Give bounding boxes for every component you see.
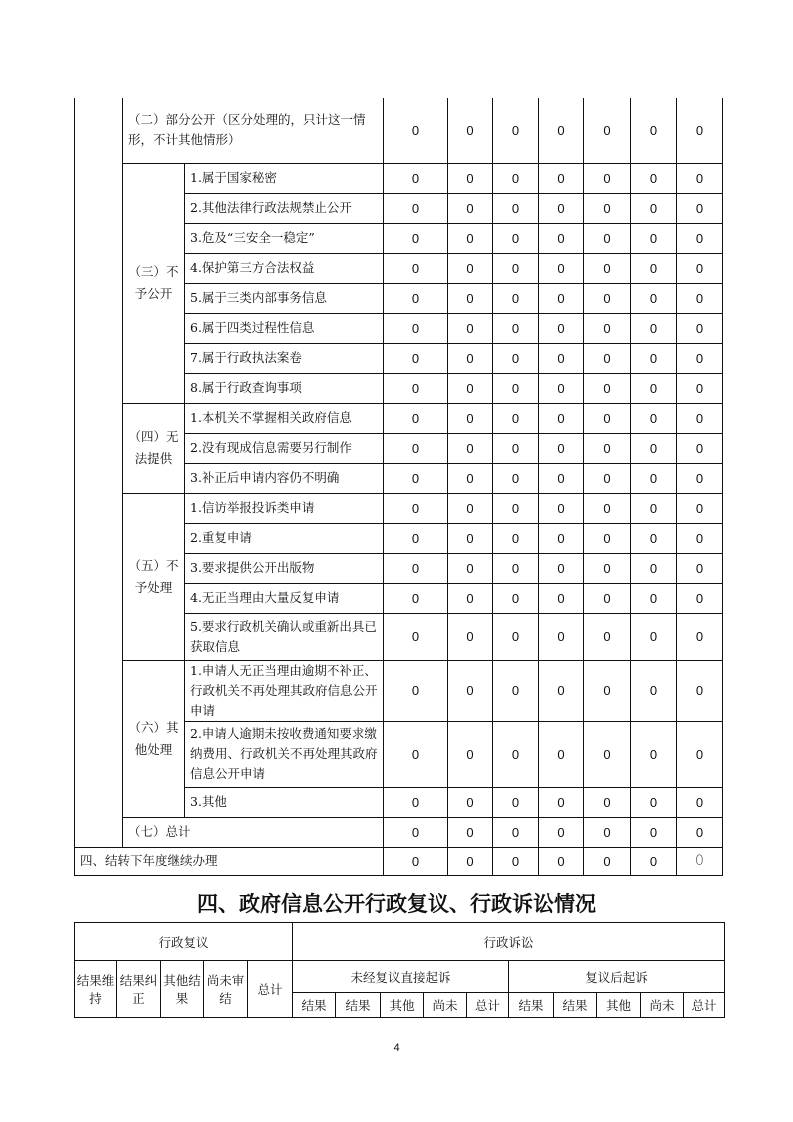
value-cell: 0 [584,223,631,253]
value-cell: 0 [677,253,723,283]
value-cell: 0 [384,463,448,493]
value-cell: 0 [677,721,723,787]
value-cell: 0 [384,660,448,721]
value-cell: 0 [493,787,539,817]
value-cell: 0 [448,253,493,283]
value-cell: 0 [677,283,723,313]
direct-litigation-header: 未经复议直接起诉 [293,961,509,993]
value-cell: 0 [448,193,493,223]
value-cell: 0 [448,403,493,433]
value-cell: 0 [384,523,448,553]
value-cell: 0 [631,817,677,847]
sub-col-header: 结果 [554,993,597,1018]
value-cell: 0 [493,433,539,463]
value-cell: 0 [448,583,493,613]
row-label: 5.属于三类内部事务信息 [185,283,384,313]
value-cell: 0 [493,583,539,613]
value-cell: 0 [493,847,539,875]
application-handling-table [74,98,723,876]
value-cell: 0 [584,163,631,193]
value-cell: 0 [448,660,493,721]
value-cell: 0 [631,613,677,660]
table-row [75,660,723,721]
row-label: 4.保护第三方合法权益 [185,253,384,283]
value-cell: 0 [677,163,723,193]
row-label: 5.要求行政机关确认或重新出具已获取信息 [185,613,384,660]
value-cell: 0 [384,343,448,373]
value-cell: 0 [584,493,631,523]
row-label: 8.属于行政查询事项 [185,373,384,403]
value-cell: 0 [539,463,584,493]
value-cell: 0 [631,721,677,787]
value-cell: 0 [539,373,584,403]
value-cell: 0 [631,343,677,373]
value-cell: 0 [631,403,677,433]
value-cell: 0 [384,98,448,163]
value-cell: 0 [631,373,677,403]
value-cell: 0 [493,193,539,223]
value-cell: 0 [677,373,723,403]
sub-col-header: 结果 [509,993,554,1018]
section-title: 四、政府信息公开行政复议、行政诉讼情况 [197,892,596,916]
row-label: 1.信访举报投诉类申请 [185,493,384,523]
row-label: 3.补正后申请内容仍不明确 [185,463,384,493]
value-cell: 0 [448,553,493,583]
value-cell: 0 [584,553,631,583]
value-cell: 0 [493,613,539,660]
sub-col-header: 总计 [684,993,725,1018]
value-cell: 0 [677,313,723,343]
value-cell: 0 [677,817,723,847]
sub-col-header: 结果 [293,993,336,1018]
sub-col-header: 总计 [467,993,509,1018]
total-row [75,817,723,847]
value-cell: 0 [677,463,723,493]
value-cell: 0 [631,553,677,583]
value-cell: 0 [631,847,677,875]
value-cell: 0 [631,433,677,463]
value-cell: 0 [384,553,448,583]
value-cell: 0 [384,283,448,313]
value-cell: 0 [584,98,631,163]
left-blank-cell [75,98,123,847]
table-row [75,163,723,193]
value-cell: 0 [539,193,584,223]
value-cell: 0 [539,847,584,875]
review-col: 结果纠正 [117,961,161,1018]
row-label: 1.申请人无正当理由逾期不补正、行政机关不再处理其政府信息公开申请 [185,660,384,721]
value-cell: 0 [539,721,584,787]
value-cell: 0 [493,403,539,433]
value-cell: 0 [631,660,677,721]
value-cell: 0 [493,817,539,847]
value-cell: 0 [539,660,584,721]
value-cell: 0 [448,433,493,463]
value-cell: 0 [631,163,677,193]
value-cell: 0 [631,193,677,223]
table-row [75,493,723,523]
value-cell: 0 [631,787,677,817]
value-cell: 0 [448,283,493,313]
value-cell: 0 [677,193,723,223]
row-label: 6.属于四类过程性信息 [185,313,384,343]
value-cell: 0 [493,343,539,373]
value-cell: 0 [677,223,723,253]
value-cell: 0 [584,403,631,433]
value-cell: 0 [539,613,584,660]
value-cell: 0 [539,523,584,553]
value-cell: 0 [584,721,631,787]
category-label: （六）其他处理 [123,660,185,817]
value-cell: 0 [493,660,539,721]
value-cell: 0 [448,613,493,660]
value-cell: 0 [493,253,539,283]
value-cell: 0 [539,223,584,253]
page-number: 4 [393,1042,400,1054]
value-cell: 0 [539,553,584,583]
sub-col-header: 结果 [336,993,381,1018]
row-label: 3.其他 [185,787,384,817]
value-cell: 0 [584,817,631,847]
value-cell: 0 [677,613,723,660]
value-cell: 0 [493,163,539,193]
value-cell: 0 [631,253,677,283]
row-label: （七）总计 [123,817,384,847]
value-cell: 0 [448,373,493,403]
sub-col-header: 尚未 [424,993,467,1018]
value-cell: 0 [584,253,631,283]
sub-col-header: 尚未 [641,993,684,1018]
value-cell: 0 [384,253,448,283]
review-col: 结果维持 [75,961,117,1018]
value-cell: 0 [677,493,723,523]
value-cell: 0 [631,223,677,253]
value-cell: 0 [677,343,723,373]
value-cell: 0 [631,493,677,523]
value-cell: 0 [539,343,584,373]
review-header: 行政复议 [75,923,293,961]
value-cell: 0 [448,223,493,253]
value-cell: 0 [448,847,493,875]
row-label: （二）部分公开（区分处理的，只计这一情形，不计其他情形） [123,98,384,163]
carryover-row [75,847,723,875]
value-cell: 0 [384,223,448,253]
value-cell: 0 [631,583,677,613]
value-cell: 0 [584,583,631,613]
value-cell: 0 [493,493,539,523]
value-cell: 0 [448,463,493,493]
category-label: （三）不予公开 [123,163,185,403]
value-cell: 0 [677,847,723,875]
row-label: 2.没有现成信息需要另行制作 [185,433,384,463]
value-cell: 0 [584,463,631,493]
value-cell: 0 [539,163,584,193]
value-cell: 0 [493,98,539,163]
value-cell: 0 [384,313,448,343]
value-cell: 0 [677,660,723,721]
value-cell: 0 [448,721,493,787]
row-label: 7.属于行政执法案卷 [185,343,384,373]
value-cell: 0 [539,583,584,613]
value-cell: 0 [539,98,584,163]
value-cell: 0 [631,283,677,313]
value-cell: 0 [493,721,539,787]
row-label: 3.要求提供公开出版物 [185,553,384,583]
value-cell: 0 [448,98,493,163]
value-cell: 0 [539,787,584,817]
value-cell: 0 [584,313,631,343]
value-cell: 0 [677,553,723,583]
value-cell: 0 [539,313,584,343]
value-cell: 0 [384,817,448,847]
category-label: （五）不予处理 [123,493,185,660]
review-col: 尚未审结 [204,961,248,1018]
value-cell: 0 [448,313,493,343]
value-cell: 0 [493,553,539,583]
value-cell: 0 [384,433,448,463]
value-cell: 0 [493,373,539,403]
value-cell: 0 [493,283,539,313]
value-cell: 0 [584,193,631,223]
value-cell: 0 [493,523,539,553]
value-cell: 0 [448,787,493,817]
row-label: 3.危及“三安全一稳定” [185,223,384,253]
value-cell: 0 [631,98,677,163]
value-cell: 0 [677,403,723,433]
value-cell: 0 [677,98,723,163]
value-cell: 0 [448,523,493,553]
row-label: 2.申请人逾期未按收费通知要求缴纳费用、行政机关不再处理其政府信息公开申请 [185,721,384,787]
value-cell: 0 [384,403,448,433]
value-cell: 0 [384,721,448,787]
value-cell: 0 [584,373,631,403]
row-label: 4.无正当理由大量反复申请 [185,583,384,613]
value-cell: 0 [384,613,448,660]
value-cell: 0 [584,433,631,463]
review-col: 总计 [248,961,293,1018]
value-cell: 0 [384,847,448,875]
value-cell: 0 [631,523,677,553]
value-cell: 0 [448,817,493,847]
value-cell: 0 [539,817,584,847]
value-cell: 0 [539,283,584,313]
value-cell: 0 [631,463,677,493]
row-label: 四、结转下年度继续办理 [75,847,384,875]
value-cell: 0 [584,523,631,553]
sub-col-header: 其他 [381,993,424,1018]
sub-col-header: 其他 [597,993,641,1018]
value-cell: 0 [539,493,584,523]
category-label: （四）无法提供 [123,403,185,493]
value-cell: 0 [448,163,493,193]
row-label: 2.其他法律行政法规禁止公开 [185,193,384,223]
value-cell: 0 [677,583,723,613]
value-cell: 0 [631,313,677,343]
review-col: 其他结果 [161,961,204,1018]
value-cell: 0 [384,163,448,193]
value-cell: 0 [677,787,723,817]
value-cell: 0 [539,253,584,283]
review-litigation-table [74,922,725,1018]
value-cell: 0 [384,493,448,523]
table-row [75,403,723,433]
value-cell: 0 [584,660,631,721]
value-cell: 0 [584,283,631,313]
value-cell: 0 [493,223,539,253]
value-cell: 0 [448,493,493,523]
after-review-litigation-header: 复议后起诉 [509,961,725,993]
value-cell: 0 [384,787,448,817]
value-cell: 0 [384,583,448,613]
value-cell: 0 [584,787,631,817]
value-cell: 0 [677,523,723,553]
value-cell: 0 [448,343,493,373]
table-row [75,98,723,163]
value-cell: 0 [584,847,631,875]
row-label: 1.本机关不掌握相关政府信息 [185,403,384,433]
value-cell: 0 [493,313,539,343]
value-cell: 0 [493,463,539,493]
row-label: 2.重复申请 [185,523,384,553]
value-cell: 0 [584,343,631,373]
value-cell: 0 [539,433,584,463]
row-label: 1.属于国家秘密 [185,163,384,193]
value-cell: 0 [584,613,631,660]
value-cell: 0 [384,373,448,403]
value-cell: 0 [384,193,448,223]
value-cell: 0 [677,433,723,463]
value-cell: 0 [539,403,584,433]
litigation-header: 行政诉讼 [293,923,725,961]
